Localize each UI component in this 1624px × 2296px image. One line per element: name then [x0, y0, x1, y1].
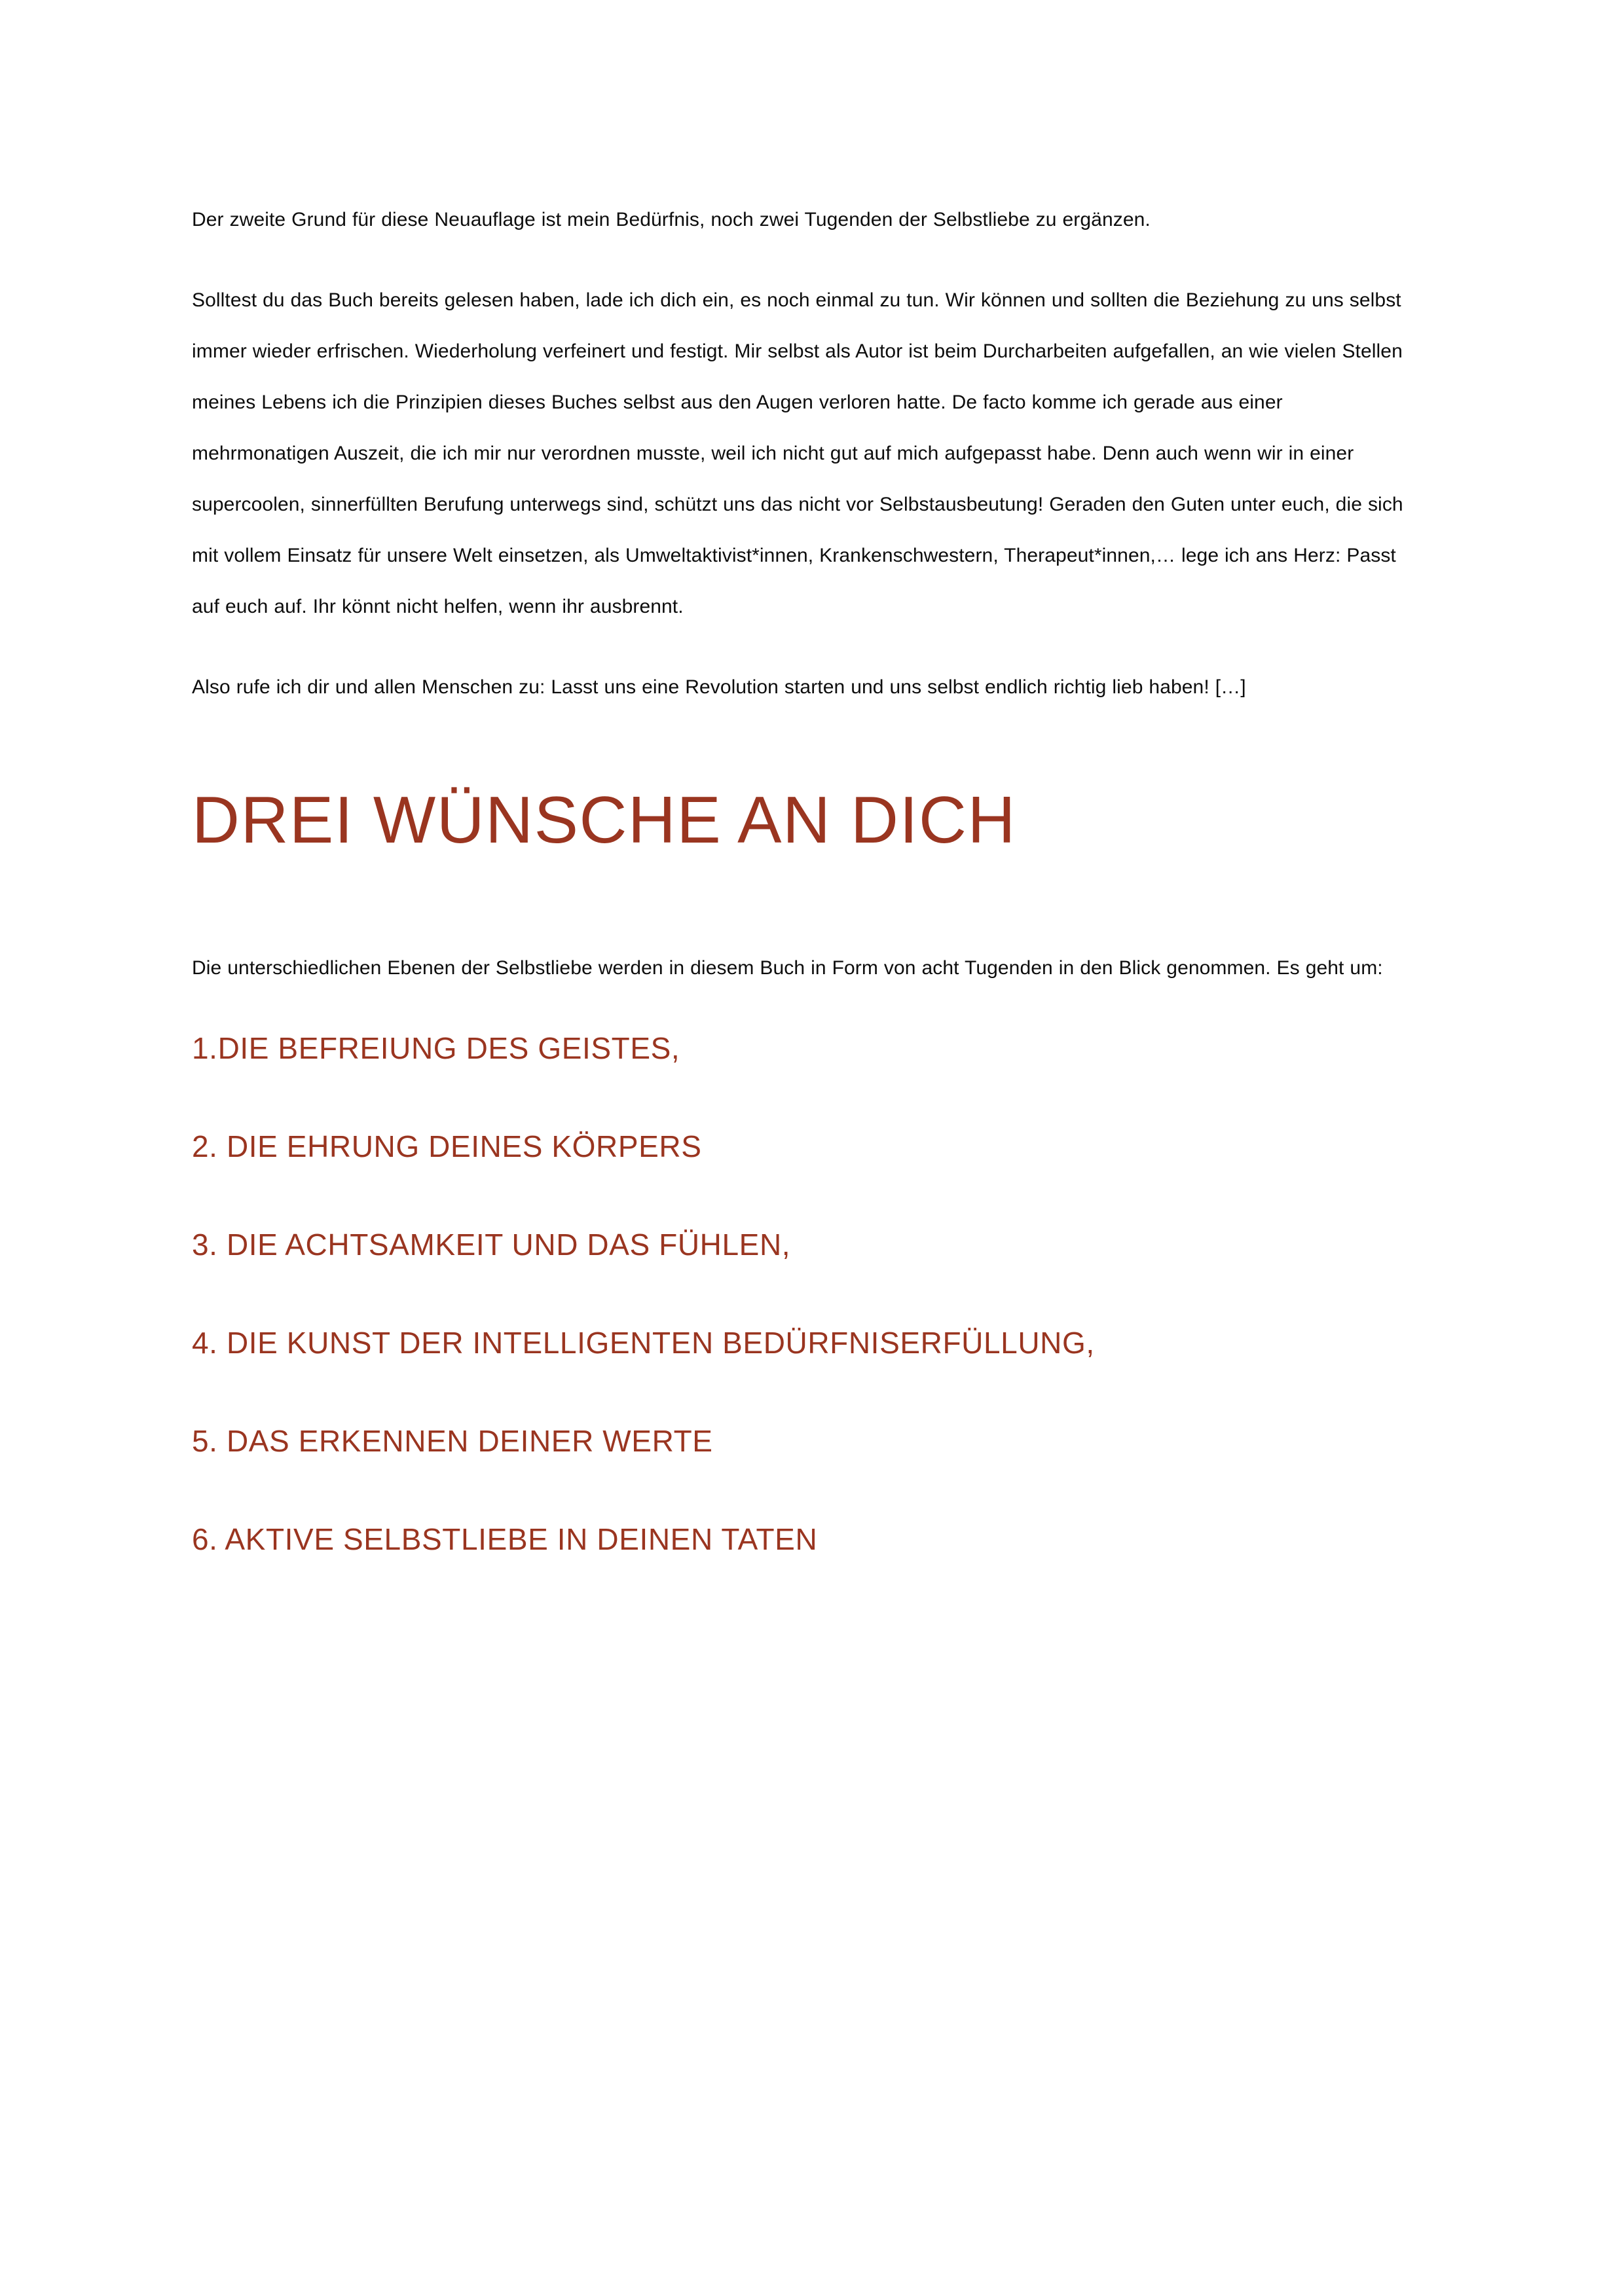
section-intro-block [192, 943, 1420, 994]
list-item: 6. AKTIVE SELBSTLIEBE IN DEINEN TATEN [192, 1522, 818, 1557]
page-content-column [192, 0, 1420, 1557]
list-item: 5. DAS ERKENNEN DEINER WERTE [192, 1424, 713, 1459]
list-item: 3. DIE ACHTSAMKEIT UND DAS FÜHLEN, [192, 1228, 791, 1262]
paragraph-acht-tugenden-intro: Die unterschiedlichen Ebenen der Selbstliebe werden in diesem Buch in Form von acht Tugenden in den Blick genommen. Es geht um: [192, 957, 1383, 979]
list-item: 2. DIE EHRUNG DEINES KÖRPERS [192, 1129, 702, 1164]
paragraph-revolution-aufruf: Also rufe ich dir und allen Menschen zu: Lasst uns eine Revolution starten und uns selbst endlich richtig lieb haben! […] [192, 676, 1246, 698]
list-item: 1.DIE BEFREIUNG DES GEISTES, [192, 1031, 680, 1066]
paragraph-wiederholung: Solltest du das Buch bereits gelesen haben, lade ich dich ein, es noch einmal zu tun. Wir können und sollten die Beziehung zu uns selbst immer wieder erfrischen. Wiederholung verfeinert und festigt. Mir selbst als Autor ist beim Durcharbeiten aufgefallen, an wie vielen Stellen meines Lebens ich die Prinzipien dieses Buches selbst aus den Augen verloren hatte. De facto komme ich gerade aus einer mehrmonatigen Auszeit, die ich mir nur verordnen musste, weil ich nicht gut auf mich aufgepasst habe. Denn auch wenn wir in einer supercoolen, sinnerfüllten Berufung unterwegs sind, schützt uns das nicht vor Selbstausbeutung! Geraden den Guten unter euch, die sich mit vollem Einsatz für unsere Welt einsetzen, als Umweltaktivist*innen, Krankenschwestern, Therapeut*innen,… lege ich ans Herz: Passt auf euch auf. Ihr könnt nicht helfen, wenn ihr ausbrennt. [192, 289, 1403, 617]
paragraph-neuauflage-grund: Der zweite Grund für diese Neuauflage ist mein Bedürfnis, noch zwei Tugenden der Selbstliebe zu ergänzen. [192, 209, 1151, 230]
page-title: DREI WÜNSCHE AN DICH [192, 784, 1016, 857]
virtue-list [192, 1031, 1420, 1557]
list-item: 4. DIE KUNST DER INTELLIGENTEN BEDÜRFNISERFÜLLUNG, [192, 1326, 1095, 1360]
section-heading-block [192, 784, 1420, 858]
